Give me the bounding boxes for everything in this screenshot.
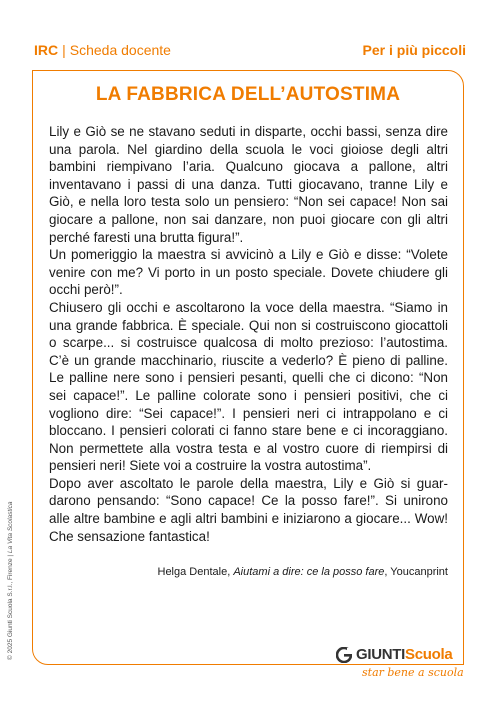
- page-header: [32, 40, 468, 62]
- giunti-g-icon: [336, 647, 352, 663]
- brand-name-main: GIUNTI: [356, 646, 406, 663]
- header-separator: |: [62, 42, 66, 58]
- source-citation: [49, 566, 448, 578]
- copyright-note: [7, 502, 14, 660]
- citation-publisher: , Youcanprint: [384, 566, 448, 578]
- header-left: [34, 42, 171, 58]
- doc-type-label: Scheda docente: [69, 42, 171, 58]
- brand-name: [356, 646, 452, 663]
- story-paragraph: Chiusero gli occhi e ascoltarono la voce della maestra. “Siamo in una grande fabbrica. È speciale. Qui non si costruiscono giocattoli o scarpe... si costruisce qualcosa di molto prezioso: l’autostima. C’è un grande macchinario, riuscite a vederlo? È pieno di palline. Le palline nere sono i pensieri pesanti, quelli che ci dicono: “Non sei capace!”. Le palline colorate sono i pensieri positivi, che ci vogliono dire: “Sei capace!”. I pensieri neri ci intrappolano e ci bloccano. I pensieri colorati ci fanno stare bene e ci incoraggiano. Non permettete alla vostra testa e al vostro cuore di riempirsi di pensieri neri! Siete voi a costruire la vostra autostima”.: [49, 299, 448, 474]
- story-text: [49, 123, 448, 545]
- story-paragraph: Lily e Giò se ne stavano seduti in disparte, occhi bassi, senza dire una parola. Nel giardino della scuola le voci gioiose degli altri bambini riempivano l’aria. Qualcuno giocava a pallone, altri inventavano i passi di una danza. Tutti giocavano, tranne Lily e Giò, e nella loro testa solo un pensiero: “Non sei capace! Non sai giocare a pallone, non sai danzare, non puoi giocare con gli altri perché faresti una brutta figura!”.: [49, 124, 448, 245]
- citation-author: Helga Dentale,: [157, 566, 231, 578]
- subject-label: IRC: [34, 42, 59, 58]
- magazine-name: La Vita Scolastica: [7, 501, 14, 554]
- story-paragraph: Dopo aver ascoltato le parole della maestra, Lily e Giò si guardarono pensando: “Sono capace! Ce la posso fare!”. Si unirono alle altre bambine e agli altri bambini e iniziarono a giocare... Wow! Che sensazione fantastica!: [49, 475, 448, 544]
- copyright-text: © 2025 Giunti Scuola S.r.l., Firenze |: [7, 553, 14, 660]
- audience-label: Per i più piccoli: [362, 42, 466, 58]
- brand-tagline: star bene a scuola: [362, 666, 464, 679]
- publisher-logo: [336, 646, 476, 696]
- story-paragraph: Un pomeriggio la maestra si avvicinò a Lily e Giò e disse: “Volete venire con me? Vi porto in un posto speciale. Dovete chiudere gli occhi però!”.: [49, 247, 448, 298]
- brand-name-accent: Scuola: [405, 646, 453, 663]
- story-frame: [32, 70, 464, 665]
- page-title: LA FABBRICA DELL’AUTOSTIMA: [95, 84, 401, 105]
- citation-work: Aiutami a dire: ce la posso fare: [233, 566, 385, 578]
